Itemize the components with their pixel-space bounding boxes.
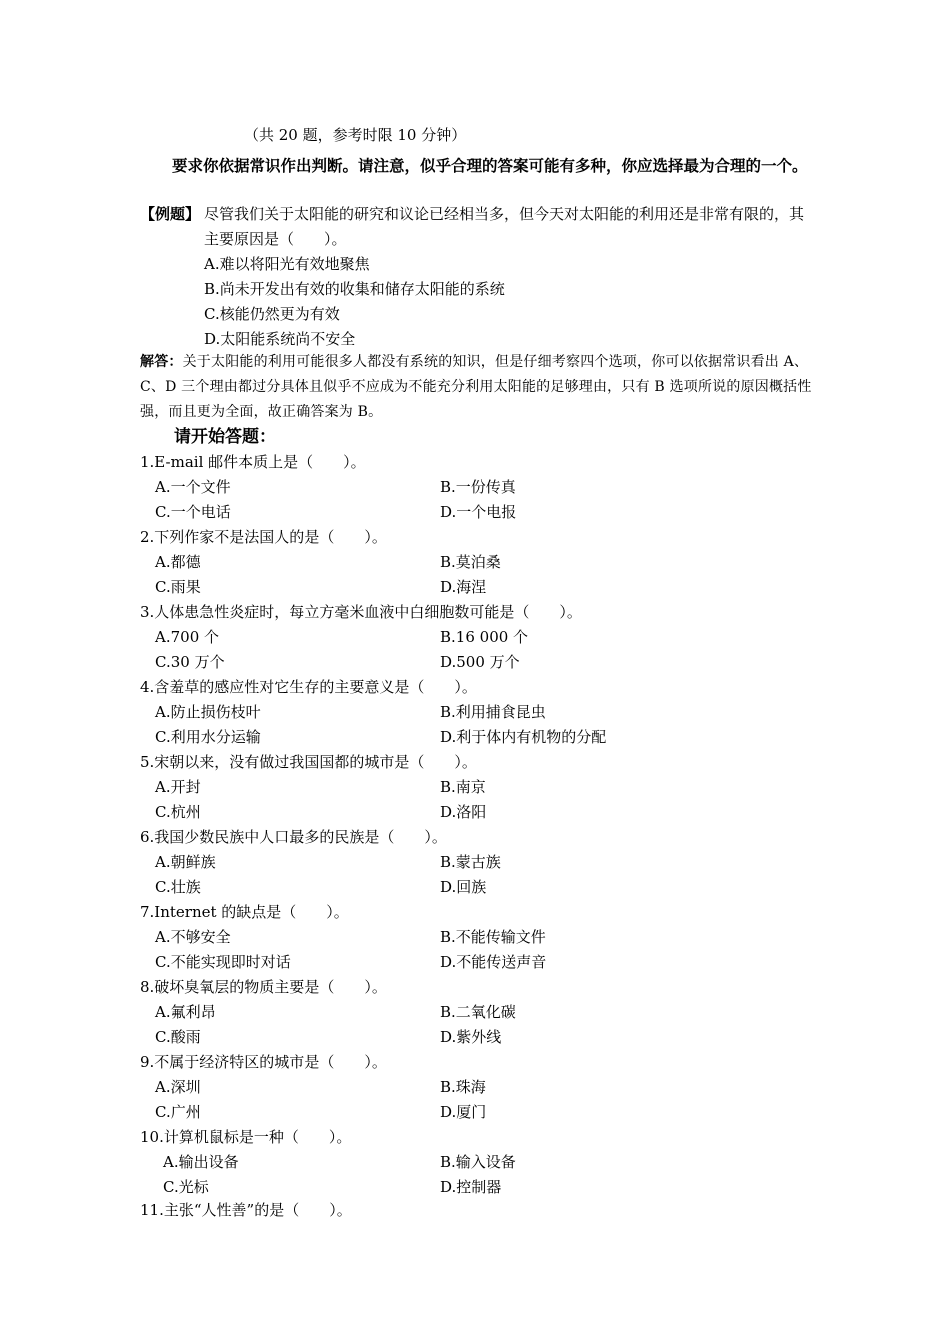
question-10-option-b: B.输入设备 — [440, 1153, 516, 1171]
question-1-option-d: D.一个电报 — [440, 503, 517, 521]
question-9-stem: 9.不属于经济特区的城市是（ ）。 — [140, 1053, 387, 1071]
question-9-option-d: D.厦门 — [440, 1103, 487, 1121]
question-3-option-c: C.30 万个 — [155, 653, 225, 671]
instructions: 要求你依据常识作出判断。请注意，似乎合理的答案可能有多种，你应选择最为合理的一个。 — [172, 156, 808, 175]
question-10-stem: 10.计算机鼠标是一种（ ）。 — [140, 1128, 352, 1146]
question-4-option-d: D.利于体内有机物的分配 — [440, 728, 607, 746]
question-9-option-c: C.广州 — [155, 1103, 201, 1121]
question-2-option-d: D.海涅 — [440, 578, 487, 596]
question-4-option-a: A.防止损伤枝叶 — [155, 703, 261, 721]
example-option-c: C.核能仍然更为有效 — [204, 305, 340, 323]
question-4-stem: 4.含羞草的感应性对它生存的主要意义是（ ）。 — [140, 678, 477, 696]
question-1-option-a: A.一个文件 — [155, 478, 231, 496]
question-10-option-c: C.光标 — [163, 1178, 209, 1196]
example-tag: 【例题】 — [140, 205, 201, 223]
question-6-option-b: B.蒙古族 — [440, 853, 501, 871]
question-2-option-c: C.雨果 — [155, 578, 201, 596]
question-2-option-b: B.莫泊桑 — [440, 553, 501, 571]
question-6-option-c: C.壮族 — [155, 878, 201, 896]
answer-text: 关于太阳能的利用可能很多人都没有系统的知识，但是仔细考察四个选项，你可以依据常识看出 A、C、D 三个理由都过分具体且似乎不应成为不能充分利用太阳能的足够理由，只有 B 选项所说的原因概括性强，而且更为全面，故正确答案为 B。 — [140, 354, 812, 420]
question-3-option-d: D.500 万个 — [440, 653, 520, 671]
question-7-option-d: D.不能传送声音 — [440, 953, 547, 971]
question-11-stem: 11.主张“人性善”的是（ ）。 — [140, 1201, 352, 1219]
question-5-option-b: B.南京 — [440, 778, 486, 796]
question-1-option-c: C.一个电话 — [155, 503, 231, 521]
question-3-option-b: B.16 000 个 — [440, 628, 529, 646]
answer-block — [140, 350, 812, 425]
question-4-option-b: B.利用捕食昆虫 — [440, 703, 546, 721]
question-7-option-a: A.不够安全 — [155, 928, 231, 946]
question-7-option-b: B.不能传输文件 — [440, 928, 546, 946]
question-3-option-a: A.700 个 — [155, 628, 219, 646]
question-6-stem: 6.我国少数民族中人口最多的民族是（ ）。 — [140, 828, 447, 846]
example-stem: 尽管我们关于太阳能的研究和议论已经相当多，但今天对太阳能的利用还是非常有限的，其主要原因是（ ）。 — [204, 205, 805, 248]
question-8-stem: 8.破坏臭氧层的物质主要是（ ）。 — [140, 978, 387, 996]
question-8-option-b: B.二氧化碳 — [440, 1003, 516, 1021]
start-heading: 请开始答题： — [174, 427, 276, 447]
question-7-option-c: C.不能实现即时对话 — [155, 953, 291, 971]
question-6-option-d: D.回族 — [440, 878, 487, 896]
question-2-option-a: A.都德 — [155, 553, 201, 571]
question-6-option-a: A.朝鲜族 — [155, 853, 216, 871]
question-5-option-d: D.洛阳 — [440, 803, 487, 821]
question-10-option-a: A.输出设备 — [163, 1153, 239, 1171]
question-8-option-a: A.氟利昂 — [155, 1003, 216, 1021]
question-8-option-c: C.酸雨 — [155, 1028, 201, 1046]
answer-label: 解答： — [140, 354, 183, 370]
question-7-stem: 7.Internet 的缺点是（ ）。 — [140, 903, 349, 921]
question-3-stem: 3.人体患急性炎症时，每立方毫米血液中白细胞数可能是（ ）。 — [140, 603, 582, 621]
question-5-option-a: A.开封 — [155, 778, 201, 796]
question-5-option-c: C.杭州 — [155, 803, 201, 821]
question-9-option-a: A.深圳 — [155, 1078, 201, 1096]
section-note: （共 20 题，参考时限 10 分钟） — [244, 126, 467, 144]
question-1-stem: 1.E-mail 邮件本质上是（ ）。 — [140, 453, 366, 471]
example-option-b: B.尚未开发出有效的收集和储存太阳能的系统 — [204, 280, 505, 298]
question-2-stem: 2.下列作家不是法国人的是（ ）。 — [140, 528, 387, 546]
example-option-d: D.太阳能系统尚不安全 — [204, 330, 356, 348]
question-10-option-d: D.控制器 — [440, 1178, 502, 1196]
example-option-a: A.难以将阳光有效地聚焦 — [204, 255, 370, 273]
question-8-option-d: D.紫外线 — [440, 1028, 502, 1046]
question-5-stem: 5.宋朝以来，没有做过我国国都的城市是（ ）。 — [140, 753, 477, 771]
question-9-option-b: B.珠海 — [440, 1078, 486, 1096]
question-4-option-c: C.利用水分运输 — [155, 728, 261, 746]
question-1-option-b: B.一份传真 — [440, 478, 516, 496]
